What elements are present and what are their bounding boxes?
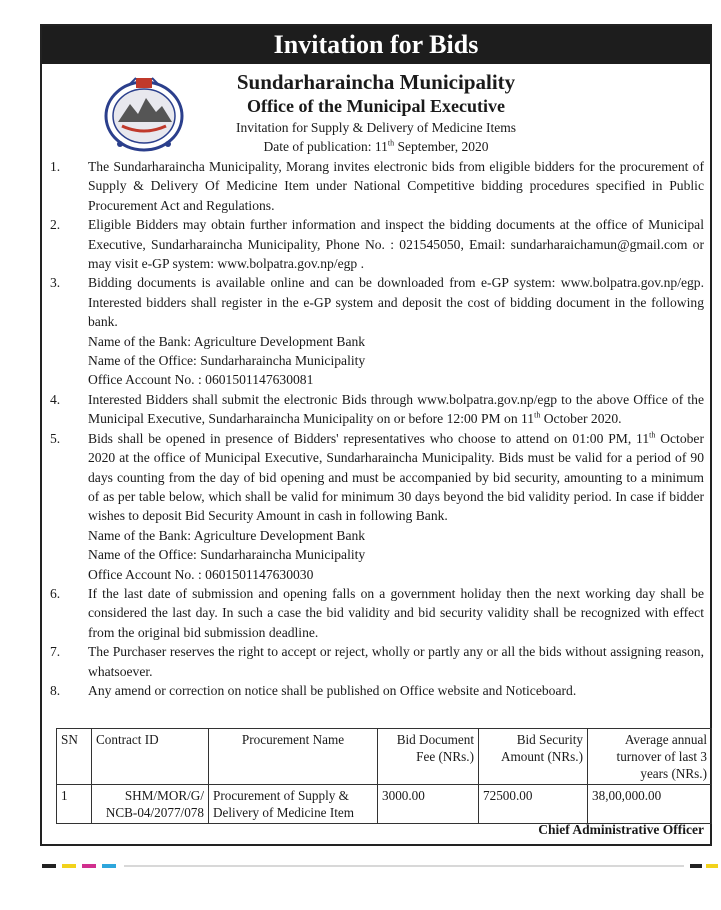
- list-item: [50, 642, 704, 681]
- item-number: 2.: [50, 217, 61, 233]
- item-number: 4.: [50, 391, 61, 407]
- publication-date: Date of publication: 11th September, 2020: [263, 138, 489, 154]
- office-name: Office of the Municipal Executive: [247, 96, 505, 116]
- item-number: 8.: [50, 682, 61, 698]
- item-number: 1.: [50, 159, 61, 174]
- table-row: [57, 785, 712, 824]
- cell-sn: 1: [57, 785, 92, 824]
- item-text: The Sundarharaincha Municipality, Morang invites electronic bids from eligible bidders for the procurement of Supply & Delivery Of Medicine Item under National Competitive bidding procedures specified in Public Procurement Act and Regulations.: [88, 159, 704, 213]
- signature-title: Chief Administrative Officer: [538, 822, 704, 837]
- item-number: 3.: [50, 275, 61, 291]
- item-number: 7.: [50, 644, 61, 660]
- notice-items: [50, 157, 704, 700]
- cell-procurement-name: Procurement of Supply & Delivery of Medicine Item: [209, 785, 378, 824]
- item-text: Eligible Bidders may obtain further information and inspect the bidding documents at the office of Municipal Executive, Sundarharaincha Municipality, Phone No. : 021545050, Email: sundarharaichamun@gmail.com or may visit e-GP system: www.bolpatra.gov.np/egp .: [88, 217, 704, 272]
- account-number-line: Office Account No. : 0601501147630081: [88, 372, 314, 388]
- item-text: The Purchaser reserves the right to accept or reject, wholly or partly any or all the bids without assigning reason, whatsoever.: [88, 644, 704, 679]
- item-text: Any amend or correction on notice shall be published on Office website and Noticeboard.: [88, 682, 577, 698]
- col-bid-security: Bid Security Amount (NRs.): [479, 729, 588, 785]
- table-header-row: [57, 729, 712, 785]
- notice-subtitle: Invitation for Supply & Delivery of Medicine Items: [235, 120, 517, 135]
- list-item: [50, 429, 704, 584]
- cell-bid-security: 72500.00: [479, 785, 588, 824]
- item-text: Bids shall be opened in presence of Bidders' representatives who choose to attend on 01:00 PM, 11th October 2020 at the office of Municipal Executive, Sundarharaincha Municipality. Bids must be valid for a period of 90 days counting from the day of bid opening and must be accompanied by bid security, amounting to a minimum of as per table below, which shall be valid for minimum 30 days beyond the bid validity period. In case if bidder wishes to deposit Bid Security Amount in cash in following Bank.: [88, 430, 704, 524]
- bank-name-line: Name of the Bank: Agriculture Development Bank: [88, 333, 366, 349]
- list-item: [50, 215, 704, 273]
- item-number: 5.: [50, 430, 61, 446]
- list-item: [50, 584, 704, 642]
- list-item: [50, 681, 704, 700]
- bid-table: [56, 728, 712, 824]
- col-sn: SN: [57, 729, 92, 785]
- col-procurement-name: Procurement Name: [209, 729, 378, 785]
- office-name-line: Name of the Office: Sundarharaincha Municipality: [88, 353, 366, 369]
- notice-frame: [40, 24, 712, 846]
- col-contract-id: Contract ID: [92, 729, 209, 785]
- col-bid-fee: Bid Document Fee (NRs.): [378, 729, 479, 785]
- list-item: [50, 157, 704, 215]
- cell-turnover: 38,00,000.00: [588, 785, 712, 824]
- item-text: Bidding documents is available online and can be downloaded from e-GP system: www.bolpatra.gov.np/egp. Interested bidders shall register in the e-GP system and deposit the cost of bidding document in the following bank.: [88, 275, 704, 330]
- bank-name-line: Name of the Bank: Agriculture Development Bank: [88, 527, 366, 543]
- cell-contract-id: SHM/MOR/G/ NCB-04/2077/078: [92, 785, 209, 824]
- cell-bid-fee: 3000.00: [378, 785, 479, 824]
- print-registration-marks: [0, 862, 721, 870]
- notice-banner: Invitation for Bids: [42, 26, 710, 64]
- account-number-line: Office Account No. : 0601501147630030: [88, 566, 314, 582]
- col-turnover: Average annual turnover of last 3 years (NRs.): [588, 729, 712, 785]
- office-name-line: Name of the Office: Sundarharaincha Municipality: [88, 547, 366, 563]
- item-text: If the last date of submission and opening falls on a government holiday then the next working day shall be considered the last day. In such a case the bid validity and bid security validity shall be recognized with effect from the original bid submission deadline.: [88, 585, 704, 640]
- list-item: [50, 390, 704, 429]
- organization-name: Sundarharaincha Municipality: [236, 70, 516, 94]
- item-text: Interested Bidders shall submit the electronic Bids through www.bolpatra.gov.np/egp to the above Office of the Municipal Executive, Sundarharaincha Municipality on or before 12:00 PM on 11th October 2020.: [88, 391, 704, 427]
- item-number: 6.: [50, 585, 61, 601]
- list-item: [50, 273, 704, 389]
